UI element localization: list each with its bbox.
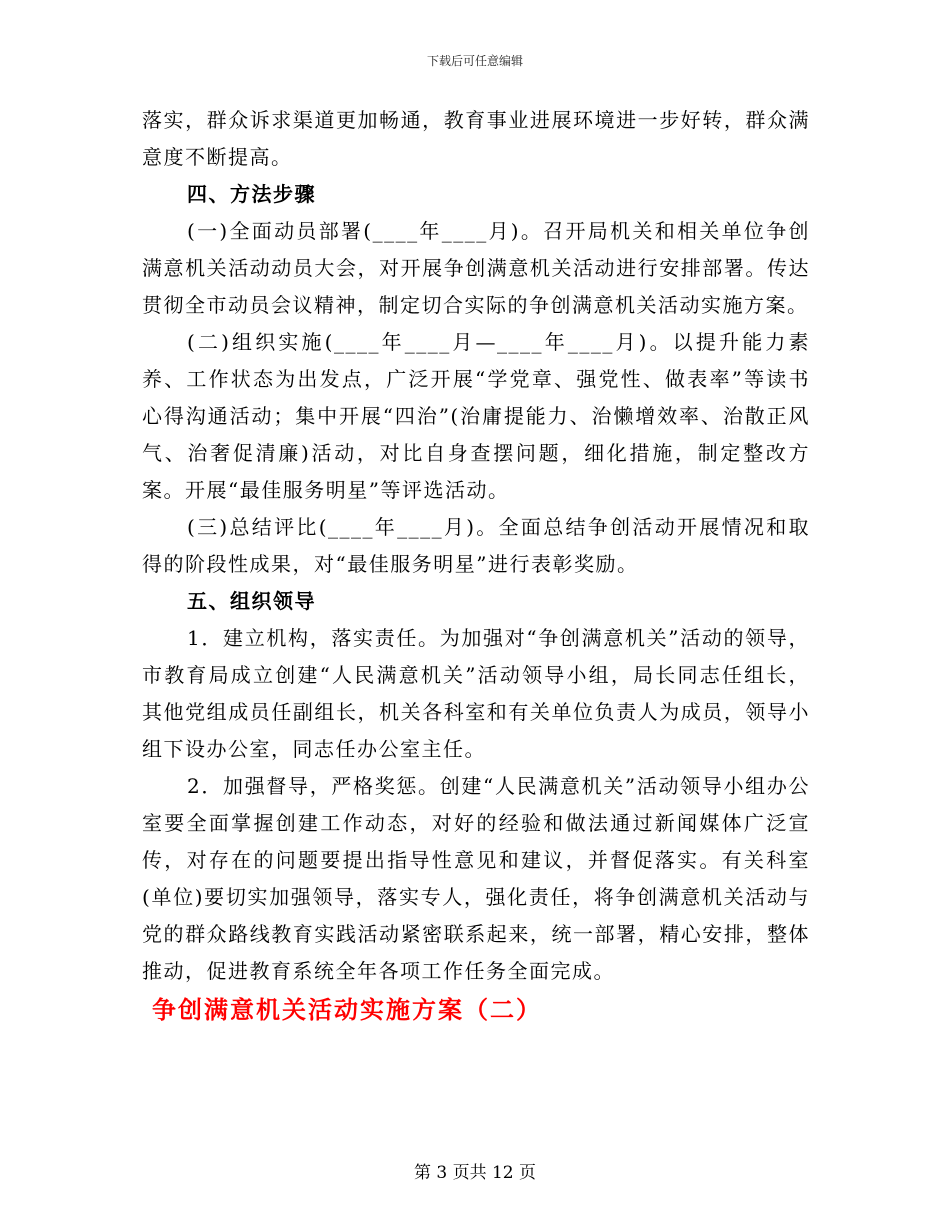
paragraph-step-3: (三)总结评比(____年____月)。全面总结争创活动开展情况和取得的阶段性成果，对“最佳服务明星”进行表彰奖励。 [142,515,810,576]
section-heading-leadership: 五、组织领导 [187,589,316,613]
paragraph-step-2: (二)组织实施(____年____月—____年____月)。以提升能力素养、工作状态为出发点，广泛开展“学党章、强党性、做表率”等读书心得沟通活动；集中开展“四治”(治庸提能力、治懒增效率、治散正风气、治奢促清廉)活动，对比自身查摆问题，细化措施，制定整改方案。开展“最佳服务明星”等评选活动。 [142,330,810,502]
section-title-red: 争创满意机关活动实施方案（二） [152,995,542,1024]
paragraph-leadership-2: 2．加强督导，严格奖惩。创建“人民满意机关”活动领导小组办公室要全面掌握创建工作动态，对好的经验和做法通过新闻媒体广泛宣传，对存在的问题要提出指导性意见和建议，并督促落实。有关科室(单位)要切实加强领导，落实专人，强化责任，将争创满意机关活动与党的群众路线教育实践活动紧密联系起来，统一部署，精心安排，整体推动，促进教育系统全年各项工作任务全面完成。 [142,774,810,983]
paragraph-continuation: 落实，群众诉求渠道更加畅通，教育事业进展环境进一步好转，群众满意度不断提高。 [142,108,810,169]
page-header-note: 下载后可任意编辑 [426,54,523,68]
paragraph-leadership-1: 1．建立机构，落实责任。为加强对“争创满意机关”活动的领导，市教育局成立创建“人民满意机关”活动领导小组，局长同志任组长，其他党组成员任副组长，机关各科室和有关单位负责人为成员，领导小组下设办公室，同志任办公室主任。 [142,626,810,761]
page-number-footer: 第 3 页共 12 页 [413,1163,537,1183]
section-heading-methods: 四、方法步骤 [187,182,316,206]
document-body [142,102,810,1030]
paragraph-step-1: (一)全面动员部署(____年____月)。召开局机关和相关单位争创满意机关活动动员大会，对开展争创满意机关活动进行安排部署。传达贯彻全市动员会议精神，制定切合实际的争创满意机关活动实施方案。 [142,219,810,317]
